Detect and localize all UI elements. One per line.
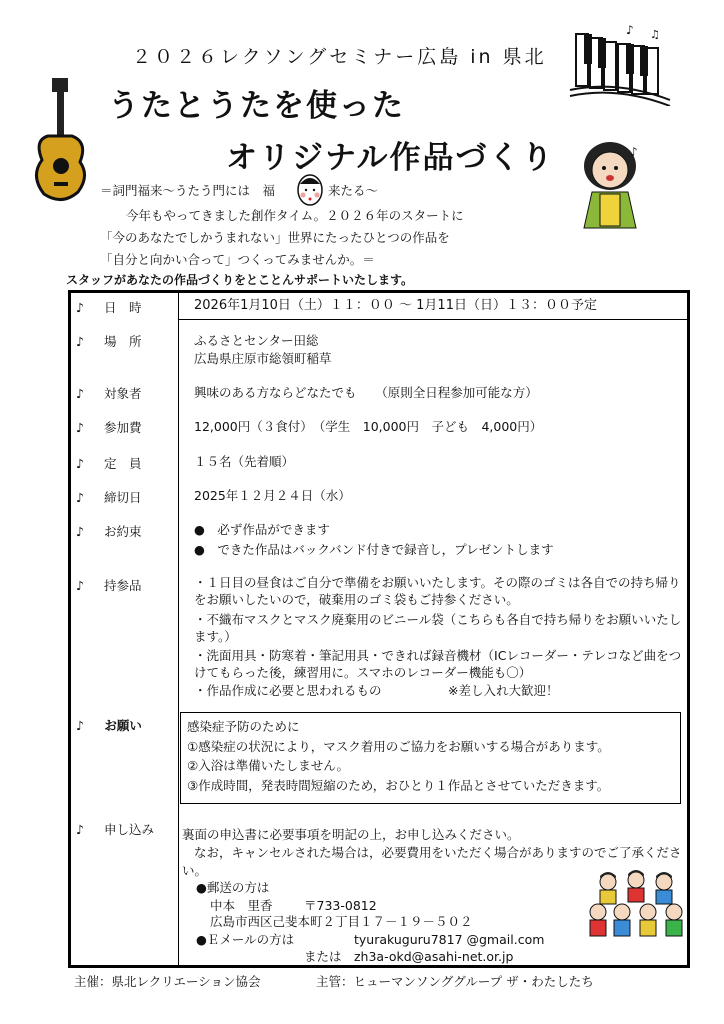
value-datetime: 2026年1月10日（土）１１：００ ～ 1月11日（日）１３：００予定	[194, 298, 597, 313]
staff-support-note: スタッフがあなたの作品づくりをとことんサポートいたします。	[66, 273, 414, 287]
footer-organizer: 主催：県北レクリエーション協会	[74, 974, 261, 989]
value-items-3: ・洗面用具・防寒着・筆記用具・できれば録音機材（ICレコーダー・テレコなど曲をつけてもらった後，練習用に。スマホのレコーダー機能も〇）	[194, 648, 682, 680]
value-items-1: ・１日目の昼食はご自分で準備をお願いいたします。その際のゴミは各自での持ち帰りをお願いしたいので，破棄用のゴミ袋もご持参ください。	[194, 575, 681, 607]
music-note-icon: ♪	[76, 718, 84, 733]
request-line-1: 感染症予防のために	[187, 719, 300, 734]
music-note-icon: ♪	[76, 578, 84, 593]
music-note-icon: ♪	[76, 300, 84, 315]
intro-line-1a: ＝詞門福来～うたう門には 福	[100, 183, 276, 198]
apply-line-2: なお，キャンセルされた場合は，必要費用をいただく場合がありますのでご了承ください。	[182, 845, 682, 878]
piano-keys-illustration	[568, 24, 672, 106]
label-place: ♪ 場 所	[76, 334, 142, 349]
title-line-2: オリジナル作品づくり	[226, 140, 555, 176]
singing-woman-illustration	[578, 136, 646, 232]
value-target: 興味のある方ならどなたでも （原則全日程参加可能な方）	[194, 385, 538, 400]
value-place-name: ふるさとセンター田総	[194, 333, 319, 348]
value-promise-1: ● 必ず作品ができます	[194, 522, 330, 537]
apply-mail-address: 広島市西区己斐本町２丁目１７－１９－５０２	[210, 914, 473, 929]
music-note-icon: ♪	[76, 420, 84, 435]
label-capacity: ♪ 定 員	[76, 456, 142, 471]
apply-mail-head: ●郵送の方は	[196, 880, 270, 895]
apply-line-1: 裏面の申込書に必要事項を明記の上，お申し込みください。	[182, 827, 520, 842]
guitar-illustration	[28, 76, 94, 204]
request-line-2: ①感染症の状況により，マスク着用のご協力をお願いする場合があります。	[187, 738, 610, 754]
intro-line-2: 今年もやってきました創作タイム。２０２６年のスタートに	[126, 208, 464, 223]
otafuku-mask-icon	[296, 174, 324, 206]
footer-manager: 主管：ヒューマンソンググループ ザ・わたしたち	[316, 974, 594, 989]
svg-text:♪: ♪	[630, 145, 638, 159]
apply-email-head: ●Ｅメールの方は	[196, 932, 295, 947]
apply-email-or: または	[304, 949, 342, 964]
datetime-underline	[178, 319, 687, 320]
value-fee: 12,000円（３食付） （学生 10,000円 子ども 4,000円）	[194, 419, 543, 434]
intro-line-3: 「今のあなたでしかうまれない」世界にたったひとつの作品を	[100, 230, 450, 245]
title-line-1: うたとうたを使った	[108, 88, 405, 124]
request-line-3: ②入浴は準備いたしません。	[187, 758, 349, 773]
value-capacity: １５名（先着順）	[194, 454, 295, 469]
label-datetime: ♪ 日 時	[76, 300, 142, 315]
label-column-divider	[178, 293, 179, 965]
apply-mail-name: 中本 里香	[210, 898, 273, 913]
value-place-address: 広島県庄原市総領町稲草	[194, 351, 332, 366]
label-items: ♪ 持参品	[76, 578, 142, 593]
apply-email-2[interactable]: zh3a-okd@asahi-net.or.jp	[354, 949, 514, 964]
music-note-icon: ♪	[76, 386, 84, 401]
intro-line-1b: 来たる～	[328, 183, 379, 198]
label-target: ♪ 対象者	[76, 386, 142, 401]
value-items-4a: ・作品作成に必要と思われるもの	[194, 683, 382, 698]
label-promise: ♪ お約束	[76, 524, 142, 539]
label-fee: ♪ 参加費	[76, 420, 142, 435]
seminar-subtitle: ２０２６レクソングセミナー広島 in 県北	[132, 46, 547, 68]
music-note-icon: ♪	[76, 822, 84, 837]
value-promise-2: ● できた作品はバックバンド付きで録音し，プレゼントします	[194, 542, 554, 557]
music-note-icon: ♪	[76, 334, 84, 349]
label-apply: ♪ 申し込み	[76, 822, 154, 837]
music-note-icon: ♪	[76, 456, 84, 471]
apply-email-1[interactable]: tyurakuguru7817 @gmail.com	[354, 932, 545, 947]
music-note-icon: ♪	[76, 524, 84, 539]
label-deadline: ♪ 締切日	[76, 490, 142, 505]
request-line-4: ③作成時間，発表時間短縮のため，おひとり１作品とさせていただきます。	[187, 777, 610, 793]
value-deadline: 2025年１２月２４日（水）	[194, 488, 351, 503]
svg-text:♫: ♫	[650, 28, 660, 41]
value-items-2: ・不織布マスクとマスク廃棄用のビニール袋（こちらも各自で持ち帰りをお願いいたします。）	[194, 612, 682, 644]
apply-mail-zip: 〒733-0812	[304, 898, 377, 913]
value-items-4b: ※差し入れ大歓迎！	[448, 683, 559, 698]
svg-text:♪: ♪	[626, 24, 634, 37]
music-note-icon: ♪	[76, 490, 84, 505]
intro-line-4: 「自分と向かい合って」つくってみませんか。＝	[100, 252, 375, 267]
request-box	[180, 712, 681, 804]
label-request: ♪ お願い	[76, 718, 142, 733]
